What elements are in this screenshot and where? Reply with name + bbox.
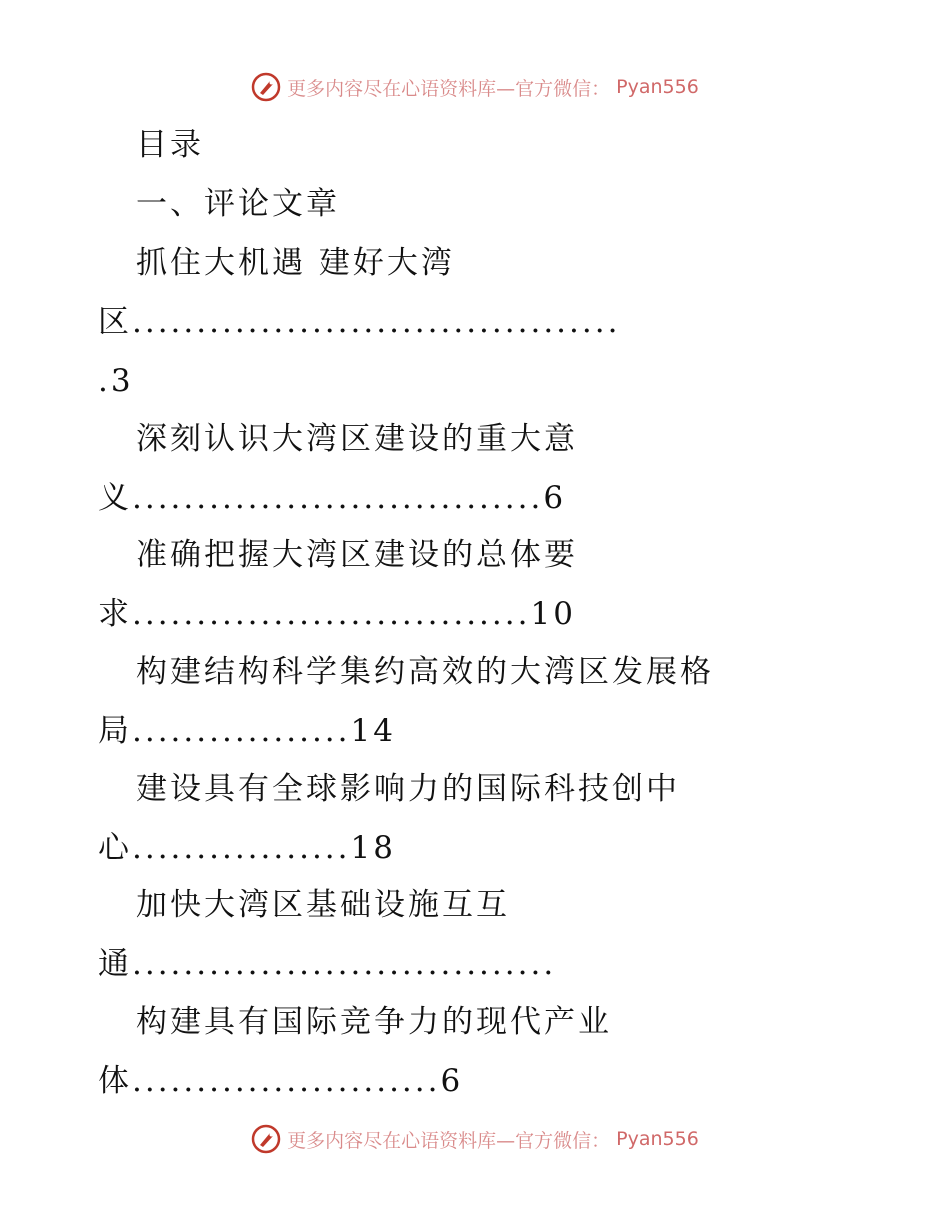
toc-entry-leader[interactable]: 局.................14: [98, 713, 396, 749]
watermark-wechat-id: Pyan556: [616, 1128, 699, 1150]
pen-nib-logo-icon: [251, 72, 281, 102]
toc-title: 目录: [136, 127, 204, 163]
watermark-text: 更多内容尽在心语资料库—官方微信：: [287, 77, 611, 100]
toc-entry-title[interactable]: 建设具有全球影响力的国际科技创中: [136, 771, 680, 807]
toc-entry-title[interactable]: 深刻认识大湾区建设的重大意: [136, 421, 578, 457]
toc-entry-leader[interactable]: 体........................6: [98, 1063, 464, 1099]
watermark-wechat-id: Pyan556: [616, 76, 699, 98]
toc-entry-title[interactable]: 准确把握大湾区建设的总体要: [136, 537, 578, 573]
toc-entry-title[interactable]: 构建具有国际竞争力的现代产业: [136, 1004, 612, 1040]
pen-nib-logo-icon: [251, 1124, 281, 1154]
toc-entry-title[interactable]: 构建结构科学集约高效的大湾区发展格: [136, 654, 714, 690]
toc-entry-leader[interactable]: 义................................6: [98, 480, 567, 516]
footer-watermark: [0, 1124, 950, 1154]
toc-entry-page[interactable]: .3: [98, 363, 134, 399]
toc-entry-leader[interactable]: 通.................................: [98, 946, 557, 982]
header-watermark: [0, 72, 950, 102]
toc-entry-title[interactable]: 加快大湾区基础设施互互: [136, 887, 510, 923]
toc-section-heading: 一、评论文章: [136, 186, 340, 222]
watermark-text: 更多内容尽在心语资料库—官方微信：: [287, 1129, 611, 1152]
toc-entry-title[interactable]: 抓住大机遇 建好大湾: [136, 245, 455, 281]
toc-entry-leader[interactable]: 求...............................10: [98, 596, 576, 632]
toc-entry-leader[interactable]: 区......................................: [98, 304, 621, 340]
toc-entry-leader[interactable]: 心.................18: [98, 830, 396, 866]
